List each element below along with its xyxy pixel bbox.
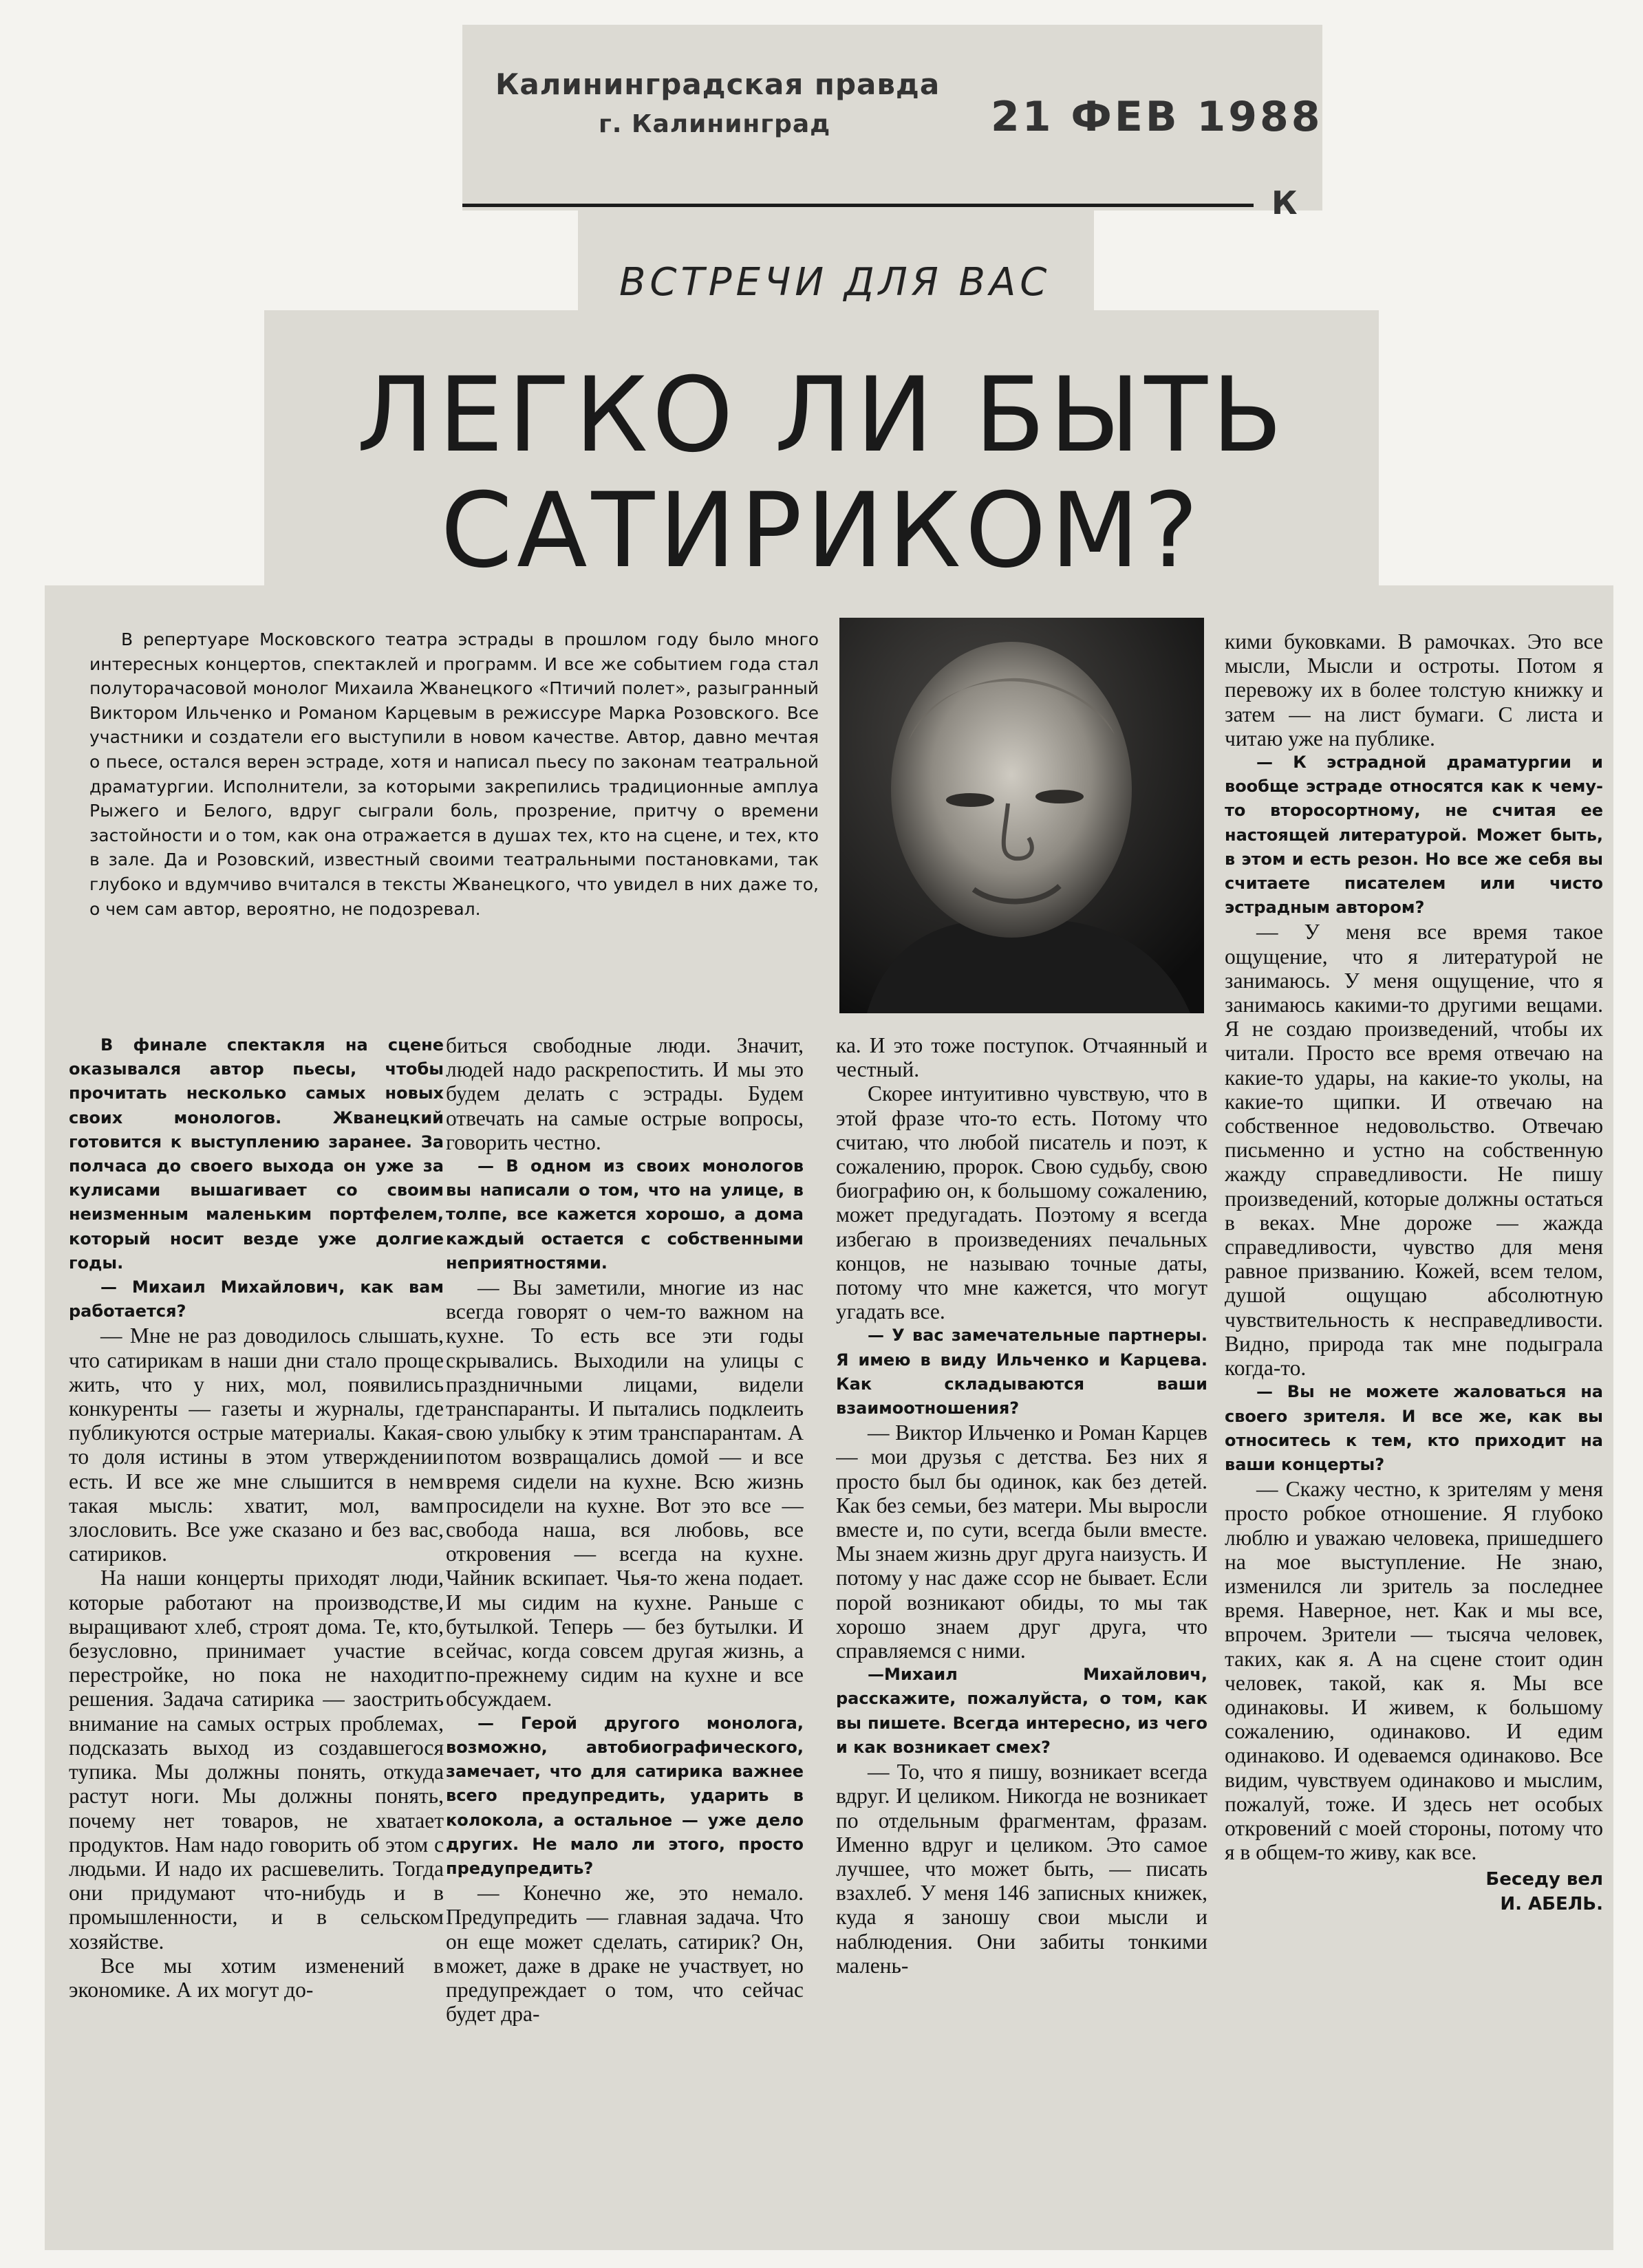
col4-paragraph-3: — Скажу честно, к зрителям у меня просто робкое отношение. Я глубоко люблю и уважаю человека, пришедшего на мое выступление. Не знаю, изменился ли зритель за последнее время. Наверное, нет. Как и мы все, впрочем. Зрители — тысяча человек, таких, как я. А на сцене стоит один человек, такой, как я. Мы все одинаковы. И живем, к большому сожалению, одинаково. И едим одинаково. И одеваемся одинаково. Все видим, чувствуем одинаково и мыслим, пожалуй, тоже. И здесь нет особых откровений с моей стороны, потому что я в общем-то живу, как все. — [1225, 1477, 1603, 1865]
intro-paragraph: В репертуаре Московского театра эстрады в прошлом году было много интересных концертов, спектаклей и программ. И все же событием года стал полуторачасовой монолог Михаила Жванецкого «Птичий полет», разыгранный Виктором Ильченко и Романом Карцевым в режиссуре Марка Розовского. Все участники и создатели его выступили в новом качестве. Автор, давно мечтая о пьесе, остался верен эстраде, хотя и написал пьесу по законам театральной драматургии. Исполнители, за которыми закрепились традиционные амплуа Рыжего и Белого, вдруг сыграли боль, прозрение, притчу о времени застойности и о том, как она отражается в душах тех, кто на сцене, и тех, кто в зале. Да и Розовский, известный своими театральными постановками, так глубоко и вдумчиво вчитался в тексты Жванецкого, что увидел в них даже то, о чем сам автор, вероятно, не подозревал. — [89, 629, 819, 919]
headline-line-1: ЛЕГКО ЛИ БЫТЬ — [356, 356, 1287, 475]
col3-paragraph-2: Скорее интуитивно чувствую, что в этой фразе что-то есть. Потому что считаю, что любой писатель и поэт, к сожалению, пророк. Свою судьбу, свою биографию он, к большому сожалению, может предугадать. Поэтому я всегда избегаю в произведениях печальных концов, не называю точные даты, потому что мне кажется, что могут угадать все. — [836, 1081, 1207, 1324]
column-4 — [1225, 629, 1603, 2239]
col1-paragraph-2: На наши концерты приходят люди, которые работают на производстве, выращивают хлеб, строят дома. Те, кто, безусловно, принимает участие в перестройке, но пока не находит решения. Задача сатирика — заострить внимание на самых острых проблемах, подсказать выход из создавшегося тупика. Мы должны понять, откуда растут ноги. Мы должны понять, почему нет товаров, не хватает продуктов. Нам надо говорить об этом с людьми. И надо их расшевелить. Тогда они придумают что-нибудь и в промышленности, и в сельском хозяйстве. — [69, 1566, 444, 1954]
col2-paragraph-2: — Вы заметили, многие из нас всегда говорят о чем-то важном на кухне. То есть все эти годы скрывались. Выходили на улицы с праздничными лицами, видели транспаранты. И пытались подклеить свою улыбку к этим транспарантам. А потом возвращались домой — и все время сидели на кухне. Всю жизнь просидели на кухне. Вот это все — свобода наша, вся любовь, все откровения — всегда на кухне. Чайник вскипает. Чья-то жена подает. И мы сидим на кухне. Раньше с бутылкой. Теперь — без бутылки. И сейчас, когда совсем другая жизнь, а по-прежнему сидим на кухне и все обсуждаем. — [446, 1275, 804, 1711]
masthead-rule — [462, 204, 1254, 207]
col3-paragraph-1: ка. И это тоже поступок. Отчаянный и честный. — [836, 1033, 1207, 1082]
col2-question-1: — В одном из своих монологов вы написали о том, что на улице, в толпе, все кажется хорошо, а дома каждый остается с собственными неприятностями. — [446, 1156, 804, 1273]
col1-paragraph-3: Все мы хотим изменений в экономике. А их могут до- — [69, 1953, 444, 2002]
col2-paragraph-1: биться свободные люди. Значит, людей надо раскрепостить. И мы это будем делать с эстрады. Будем отвечать на самые острые вопросы, говорить честно. — [446, 1033, 804, 1154]
col3-paragraph-3: — Виктор Ильченко и Роман Карцев — мои друзья с детства. Без них я просто был бы одинок, как без детей. Как без семьи, без матери. Мы выросли вместе и, по сути, всегда были вместе. Мы знаем жизнь друг друга наизусть. И потому у нас даже ссор не бывает. Если порой возникают обиды, то мы так хорошо знаем друг друга, что справляемся с ними. — [836, 1421, 1207, 1663]
column-2 — [446, 1033, 804, 2244]
portrait-illustration — [839, 618, 1204, 1013]
col3-question-2: —Михаил Михайлович, расскажите, пожалуйста, о том, как вы пишете. Всегда интересно, из чего и как возникает смех? — [836, 1665, 1207, 1757]
article-intro — [89, 627, 819, 1013]
col4-question-2: — Вы не можете жаловаться на своего зрителя. И все же, как вы относитесь к тем, кто приходит на ваши концерты? — [1225, 1382, 1603, 1474]
col4-paragraph-2: — У меня все время такое ощущение, что я литературой не занимаюсь. У меня ощущение, что я занимаюсь какими-то другими вещами. Я не создаю произведений, чтобы их читали. Просто все время отвечаю на какие-то удары, на какие-то уколы, на какие-то щипки. И отвечаю на собственное недовольство. Отвечаю письменно и устно на собственную жажду справедливости. Не пишу произведений, которые должны остаться в веках. Мне дороже — жажда справедливости, чувство для меня равное призванию. Кожей, всем телом, душой ощущаю абсолютную чувствительность к несправедливости. Видно, природа так мне подыграла когда-то. — [1225, 920, 1603, 1381]
signature — [1225, 1867, 1603, 1916]
newspaper-city-stamp: г. Калининград — [599, 110, 831, 138]
headline-line-2: САТИРИКОМ? — [440, 471, 1203, 591]
newspaper-name-stamp: Калининградская правда — [495, 67, 941, 101]
edge-letter: К — [1271, 184, 1298, 222]
col1-question-1: — Михаил Михайлович, как вам работается? — [69, 1277, 444, 1321]
col3-paragraph-4: — То, что я пишу, возникает всегда вдруг. И целиком. Никогда не возникает по отдельным фрагментам, фразам. Именно вдруг и целиком. Это самое лучшее, что может быть, — писать взахлеб. У меня 146 записных книжек, куда я заношу свои мысли и наблюдения. Они забиты тонкими малень- — [836, 1760, 1207, 1978]
date-stamp: 21 ФЕВ 1988 — [991, 93, 1323, 141]
col4-paragraph-1: кими буковками. В рамочках. Это все мысли, Мысли и остроты. Потом я перевожу их в более толстую книжку и затем — на лист бумаги. С листа и читаю уже на публике. — [1225, 629, 1603, 750]
column-1 — [69, 1033, 444, 2244]
author-portrait-photo — [839, 618, 1204, 1013]
signature-line-1: Беседу вел — [1485, 1869, 1603, 1890]
col2-question-2: — Герой другого монолога, возможно, автобиографического, замечает, что для сатирика важнее всего предупредить, ударить в колокола, а остальное — уже дело других. Не мало ли этого, просто предупредить? — [446, 1713, 804, 1878]
column-3 — [836, 1033, 1207, 2244]
col2-paragraph-3: — Конечно же, это немало. Предупредить — главная задача. Что он еще может сделать, сатирик? Он, может, даже в драке не участвует, но предупреждает о том, что сейчас будет дра- — [446, 1881, 804, 2027]
rubric: ВСТРЕЧИ ДЛЯ ВАС — [619, 260, 1051, 305]
headline — [264, 358, 1379, 589]
col1-lead: В финале спектакля на сцене оказывался автор пьесы, чтобы прочитать несколько самых новых своих монологов. Жванецкий готовится к выступлению заранее. За полчаса до своего выхода он уже за кулисами вышагивает со своим неизменным маленьким портфелем, который носит везде уже долгие годы. — [69, 1035, 444, 1273]
col3-question-1: — У вас замечательные партнеры. Я имею в виду Ильченко и Карцева. Как складываются ваши взаимоотношения? — [836, 1326, 1207, 1418]
signature-line-2: И. АБЕЛЬ. — [1500, 1894, 1603, 1915]
col4-question-1: — К эстрадной драматургии и вообще эстраде относятся как к чему-то второсортному, не считая ее настоящей литературой. Может быть, в этом и есть резон. Но все же себя вы считаете писателем или чисто эстрадным автором? — [1225, 753, 1603, 918]
col1-paragraph-1: — Мне не раз доводилось слышать, что сатирикам в наши дни стало проще жить, что у них, мол, появились конкуренты — газеты и журналы, где публикуются острые материалы. Какая-то доля истины в этом утверждении есть. И все же мне слышится в нем такая мысль: хватит, мол, вам злословить. Все уже сказано и без вас, сатириков. — [69, 1324, 444, 1566]
